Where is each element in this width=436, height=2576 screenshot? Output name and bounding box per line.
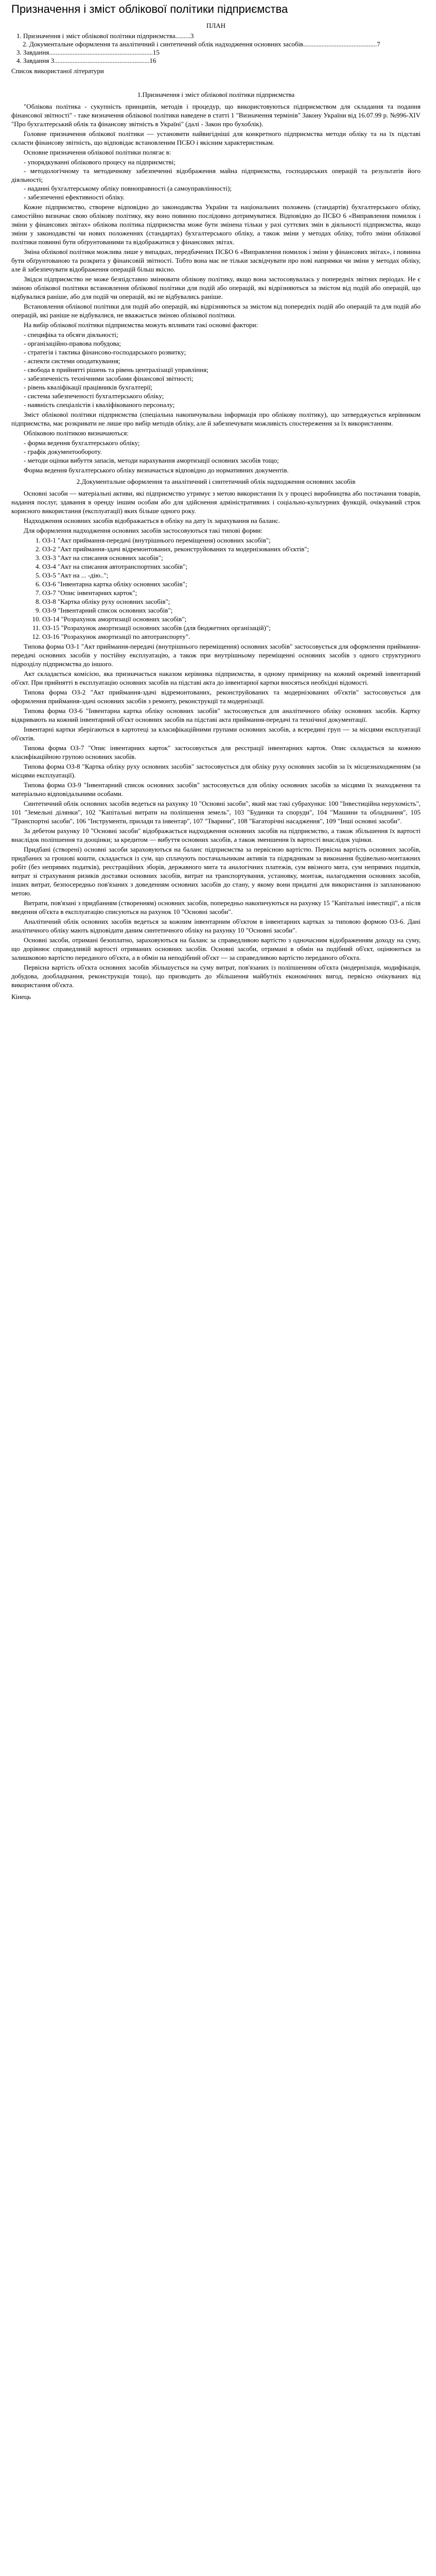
paragraph: Витрати, пов'язані з придбанням (створенням) основних засобів, попередньо накопичуються на рахунку 15 "Капітальні інвестиції", а після введення об'єкта в експлуатацію списуються на рахунок 10 "Основні засоби". [11, 899, 421, 916]
paragraph: Звідси підприємство не може безпідставно змінювати облікову політику, якщо вона застосовувалась у попередніх звітних періодах. Не є зміною облікової політики встановлення облікової політики для подій або операцій, які відрізняються за змістом від подій або операцій, що відбувалися раніше, або для подій чи операцій, які не відбувались раніше. [11, 275, 421, 300]
toc-item: 4. Завдання 3.........................................................16 [16, 57, 156, 64]
list-item: - забезпеченні ефективності обліку. [11, 193, 421, 201]
paragraph: Зміст облікової політики підприємства (спеціальна накопичувальна інформація про облікову політику), що затверджується керівником підприємства, має розкривати не лише про вибір методів обліку, але й забезпечувати можливість спостереження за їх використанням. [11, 411, 421, 427]
paragraph: За дебетом рахунку 10 "Основні засоби" відображається надходження основних засобів на підприємство, а також збільшення їх вартості внаслідок поліпшення та дооцінки; за кредитом — вибуття основних засобів, а також зменшення їх вартості внаслідок уцінки. [11, 827, 421, 843]
paragraph: Типова форма ОЗ-8 "Картка обліку руху основних засобів" застосовується для обліку руху основних засобів за їх місцезнаходженням (за місцями експлуатації). [11, 762, 421, 779]
paragraph: Акт складається комісією, яка призначається наказом керівника підприємства, в одному примірнику на кожний окремий інвентарний об'єкт. При прийнятті в експлуатацію основних засобів на підставі акта до інвентарної картки вносяться необхідні відомості. [11, 670, 421, 686]
paragraph: Встановлення облікової політики для подій або операцій, які відрізняються за змістом від попередніх подій або операцій та для подій або операцій, які раніше не відбувалися, не вважається зміною облікової політики. [11, 302, 421, 319]
list-item: - аспекти системи оподаткування; [11, 357, 421, 365]
paragraph: Надходження основних засобів відображається в обліку на дату їх зарахування на баланс. [24, 517, 280, 524]
list-item: - графік документообороту. [11, 447, 421, 456]
list-item: 7. ОЗ-7 "Опис інвентарних карток"; [42, 588, 421, 597]
paragraph: Основні засоби — матеріальні активи, які підприємство утримує з метою використання їх у процесі виробництва або постачання товарів, надання послуг, здавання в оренду іншим особам або для здійснення адміністративних і соціально-культурних функцій, очікуваний строк корисного використання (експлуатації) яких більше одного року. [11, 489, 421, 515]
section-1-title: 1.Призначення і зміст облікової політики підприємства [137, 91, 295, 98]
list-item: 8. ОЗ-8 "Картка обліку руху основних засобів"; [42, 597, 421, 606]
purpose-list [11, 158, 421, 201]
paragraph: Кожне підприємство, створене відповідно до законодавства України та національних положень (стандартів) бухгалтерського обліку, самостійно визначає свою облікову політику, яку воно повинно послідовно дотримуватися. Відповідно до ПСБО 6 «Виправлення помилок і зміни у фінансових звітах» облікова політика підприємства може бути змінена тільки у разі суттєвих змін в діяльності підприємства, якщо зміни у законодавстві чи нових положеннях (стандартах) бухгалтерського обліку, а також зміни у методах обліку, тобто зміни облікової політики повинні бути обґрунтованими та відображатися у фінансових звітах. [11, 203, 421, 246]
section-2-title: 2.Документальне оформлення та аналітичний і синтетичний облік надходження основних засобів [76, 478, 356, 485]
list-item: - стратегія і тактика фінансово-господарського розвитку; [11, 348, 421, 357]
toc-item: 3. Завдання..............................................................15 [16, 48, 160, 56]
end-marker: Кінець [11, 993, 31, 1001]
paragraph: Придбані (створені) основні засоби зараховуються на баланс підприємства за первісною вартістю. Первісна вартість основних засобів, придбаних за грошові кошти, складається із сум, що сплачують постачальникам активів та підрядникам за виконання будівельно-монтажних робіт (без непрямих податків), реєстраційних зборів, державного мита та аналогічних платежів, сум ввізного мита, сум непрямих податків, витрат зі страхування ризиків доставки основних засобів, витрат на транспортування, установку, монтаж, налагодження основних засобів, інших витрат, безпосередньо пов'язаних з доведенням основних засобів до стану, у якому вони придатні для використання із запланованою метою. [11, 845, 421, 897]
list-item: - наявність спеціалістів і кваліфікованого персоналу; [11, 400, 421, 409]
toc-item: 2. Документальне оформлення та аналітичний і синтетичний облік надходження основних засобів............................................7 [23, 40, 380, 48]
list-item: - методи оцінки вибуття запасів, методи нарахування амортизації основних засобів тощо; [11, 456, 421, 465]
list-item: 9. ОЗ-9 "Інвентарний список основних засобів"; [42, 606, 421, 615]
list-item: 11. ОЗ-15 "Розрахунок амортизації основних засобів (для бюджетних організацій)"; [42, 623, 421, 632]
list-item: - методологічному та методичному забезпеченні відображення майна підприємства, господарських операцій та результатів його діяльності; [11, 166, 421, 184]
paragraph: Основне призначення облікової політики полягає в: [24, 148, 171, 156]
list-item: - форма ведення бухгалтерського обліку; [11, 438, 421, 447]
paragraph: На вибір облікової політики підприємства можуть впливати такі основні фактори: [24, 321, 258, 329]
paragraph: Первісна вартість об'єкта основних засобів збільшується на суму витрат, пов'язаних із поліпшенням об'єкта (модернізація, модифікація, добудова, дообладнання, реконструкція тощо), що призводить до збільшення майбутніх економічних вигод, первісно очікуваних від використання об'єкта. [11, 963, 421, 989]
list-item: - організаційно-правова побудова; [11, 339, 421, 348]
table-of-contents [16, 32, 421, 65]
list-item: - специфіка та обсяги діяльності; [11, 330, 421, 339]
list-item: 2. ОЗ-2 "Акт приймання-здачі відремонтованих, реконструйованих та модернізованих об'єктів"; [42, 545, 421, 553]
paragraph: Обліковою політикою визначаються: [24, 429, 129, 437]
list-item: - свобода в прийнятті рішень та рівень централізації управління; [11, 365, 421, 374]
paragraph: Типова форма ОЗ-1 "Акт приймання-передачі (внутрішнього переміщення) основних засобів" застосовується для оформлення приймання-передачі основних засобів у постійну експлуатацію, а також при внутрішньому переміщенні основних засобів з одного структурного підрозділу підприємства до іншого. [11, 642, 421, 668]
paragraph: Для оформлення надходження основних засобів застосовуються такі типові форми: [24, 527, 263, 534]
paragraph: Інвентарні картки зберігаються в картотеці за класифікаційними групами основних засобів, а всередині груп — за місцями експлуатації об'єктів. [11, 725, 421, 742]
paragraph: Зміна облікової політики можлива лише у випадках, передбачених ПСБО 6 «Виправлення помилок і зміни у фінансових звітах», і повинна бути обґрунтованою та розкрита у фінансовій звітності. Тобто вона має не тільки засвідчувати про нові напрямки чи зміни у методах обліку, але й забезпечувати відображення операцій більш якісно. [11, 248, 421, 273]
list-item: - забезпеченість технічними засобами фінансової звітності; [11, 374, 421, 383]
paragraph: Аналітичний облік основних засобів ведеться за кожним інвентарним об'єктом в інвентарних картках за типовою формою ОЗ-6. Дані аналітичного обліку мають відповідати даним синтетичного обліку на рахунку 10 "Основні засоби". [11, 918, 421, 934]
list-item: - система забезпеченості бухгалтерського обліку; [11, 392, 421, 400]
list-item: 3. ОЗ-3 "Акт на списання основних засобів"; [42, 553, 421, 562]
factors-list [11, 330, 421, 409]
paragraph: Головне призначення облікової політики — устaнoвити найвигідніші для конкретного підприємства методи обліку та на їх підставі скласти фінансову звітність, що відповідає встановленим ПСБО і якісним характеристикам. [11, 130, 421, 146]
paragraph: Основні засоби, отримані безоплатно, зараховуються на баланс за справедливою вартістю з одночасним відображенням доходу на суму, що дорівнює справедливій вартості отриманих основних засобів. Основні засоби, отримані в обмін на подібний об'єкт, оцінюються за залишковою вартістю переданого об'єкта, а в обмін на неподібний об'єкт — за справедливою вартістю переданого об'єкта. [11, 936, 421, 961]
toc-item: 1. Призначення і зміст облікової політики підприємства.........3 [16, 32, 194, 40]
policy-list [11, 438, 421, 465]
paragraph: Типова форма ОЗ-9 "Інвентарний список основних засобів" застосовується для обліку основних засобів за місцями їх знаходження та матеріально відповідальними особами. [11, 781, 421, 798]
list-item: 12. ОЗ-16 "Розрахунок амортизації по автотранспорту". [42, 632, 421, 641]
list-item: 5. ОЗ-5 "Акт на ... -дію.."; [42, 571, 421, 580]
list-item: - упорядкуванні облікового процесу на підприємстві; [11, 158, 421, 166]
paragraph: Типова форма ОЗ-6 "Інвентарна картка обліку основних засобів" застосовується для аналітичного обліку основних засобів. Картку відкривають на кожний інвентарний об'єкт основних засобів на підставі акта приймання-передачі та технічної документації. [11, 707, 421, 723]
list-item: 6. ОЗ-6 "Інвентарна картка обліку основних засобів"; [42, 580, 421, 588]
paragraph: Синтетичний облік основних засобів ведеться на рахунку 10 "Основні засоби", який має такі субрахунки: 100 "Інвестиційна нерухомість", 101 "Земельні ділянки", 102 "Капітальні витрати на поліпшення земель", 103 "Будинки та споруди", 104 "Машини та обладнання", 105 "Транспортні засоби", 106 "Інструменти, прилади та інвентар", 107 "Тварини", 108 "Багаторічні насадження", 109 "Інші основні засоби". [11, 800, 421, 825]
references-entry: Список використаної літератури [11, 67, 104, 75]
list-item: - рівень кваліфікації працівників бухгалтерії; [11, 383, 421, 392]
list-item: 10. ОЗ-14 "Розрахунок амортизації основних засобів"; [42, 615, 421, 623]
plan-heading: ПЛАН [206, 22, 225, 29]
list-item: - наданні бухгалтерському обліку повноправності (а самоуправлінності); [11, 184, 421, 193]
document-title: Призначення і зміст облікової політики підприємства [11, 3, 288, 15]
paragraph: Типова форма ОЗ-7 "Опис інвентарних карток" застосовується для реєстрації інвентарних карток. Опис складається за кожною класифікаційною групою основних засобів. [11, 744, 421, 760]
paragraph: Типова форма ОЗ-2 "Акт приймання-здачі відремонтованих, реконструйованих та модернізованих об'єктів" застосовується для оформлення приймання-здачі основних засобів з ремонту, реконструкції та модернізації. [11, 688, 421, 705]
list-item: 1. ОЗ-1 "Акт приймання-передачі (внутрішнього переміщення) основних засобів"; [42, 536, 421, 545]
paragraph: Форма ведення бухгалтерського обліку визначається відповідно до нормативних документів. [24, 466, 289, 474]
forms-list [11, 536, 421, 641]
list-item: 4. ОЗ-4 "Акт на списання автотранспортних засобів"; [42, 562, 421, 571]
paragraph: "Облікова політика - сукупність принципів, методів і процедур, що використовуються підприємством для складання та подання фінансової звітності" - таке визначення облікової політики наведене в статті 1 "Визначення термінів" Закону України від 16.07.99 р. №996-XIV "Про бухгалтерський облік та фінансову звітність в Україні" (далі - Закон про бухоблік). [11, 103, 421, 128]
